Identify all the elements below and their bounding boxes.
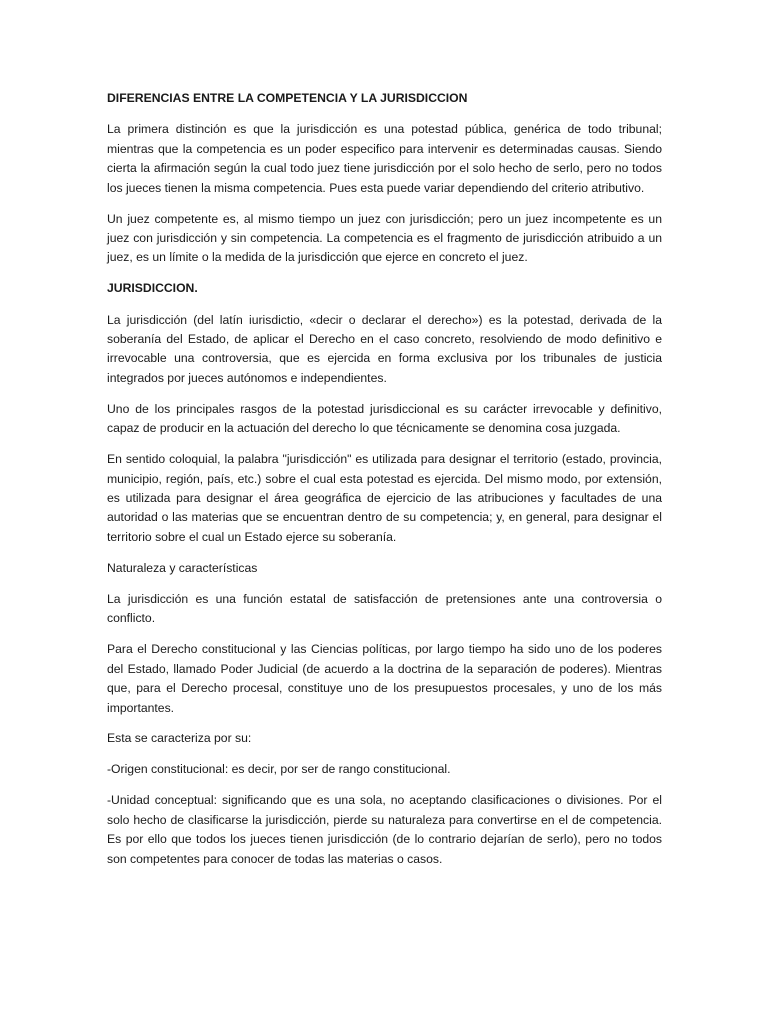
document-title: DIFERENCIAS ENTRE LA COMPETENCIA Y LA JURISDICCION xyxy=(107,91,468,105)
section-paragraph: La jurisdicción (del latín iurisdictio, «decir o declarar el derecho») es la potestad, derivada de la soberanía del Estado, de aplicar el Derecho en el caso concreto, resolviendo de modo definitivo e irrevocable una controversia, que es ejercida en forma exclusiva por los tribunales de justicia integrados por jueces autónomos e independientes. xyxy=(107,312,662,385)
document-page xyxy=(107,89,662,880)
section-heading: JURISDICCION. xyxy=(107,281,198,296)
subheading: Naturaleza y características xyxy=(107,560,258,575)
nature-paragraph: -Unidad conceptual: significando que es una sola, no aceptando clasificaciones o divisiones. Por el solo hecho de clasificarse la jurisdicción, pierde su naturaleza para convertirse en el de competencia. Es por ello que todos los jueces tienen jurisdicción (de lo contrario dejarían de serlo), pero no todos son competentes para conocer de todas las materias o casos. xyxy=(107,793,662,866)
intro-paragraph: Un juez competente es, al mismo tiempo un juez con jurisdicción; pero un juez incompetente es un juez con jurisdicción y sin competencia. La competencia es el fragmento de jurisdicción atribuido a un juez, es un límite o la medida de la jurisdicción que ejerce en concreto el juez. xyxy=(107,211,662,265)
intro-paragraph: La primera distinción es que la jurisdicción es una potestad pública, genérica de todo tribunal; mientras que la competencia es un poder especifico para intervenir es determinadas causas. Siendo cierta la afirmación según la cual todo juez tiene jurisdicción por el solo hecho de serlo, pero no todos los jueces tienen la misma competencia. Pues esta puede variar dependiendo del criterio atributivo. xyxy=(107,122,662,195)
nature-paragraph: -Origen constitucional: es decir, por ser de rango constitucional. xyxy=(107,762,451,777)
nature-paragraph: La jurisdicción es una función estatal de satisfacción de pretensiones ante una controversia o conflicto. xyxy=(107,592,662,626)
section-paragraph: En sentido coloquial, la palabra "jurisdicción" es utilizada para designar el territorio (estado, provincia, municipio, región, país, etc.) sobre el cual esta potestad es ejercida. Del mismo modo, por extensión, es utilizada para designar el área geográfica de ejercicio de las atribuciones y facultades de una autoridad o las materias que se encuentran dentro de su competencia; y, en general, para designar el territorio sobre el cual un Estado ejerce su soberanía. xyxy=(107,452,662,544)
section-paragraph: Uno de los principales rasgos de la potestad jurisdiccional es su carácter irrevocable y definitivo, capaz de producir en la actuación del derecho lo que técnicamente se denomina cosa juzgada. xyxy=(107,401,662,436)
nature-paragraph: Esta se caracteriza por su: xyxy=(107,731,252,746)
nature-paragraph: Para el Derecho constitucional y las Ciencias políticas, por largo tiempo ha sido uno de los poderes del Estado, llamado Poder Judicial (de acuerdo a la doctrina de la separación de poderes). Mientras que, para el Derecho procesal, constituye uno de los presupuestos procesales, y uno de los más importantes. xyxy=(107,642,662,715)
